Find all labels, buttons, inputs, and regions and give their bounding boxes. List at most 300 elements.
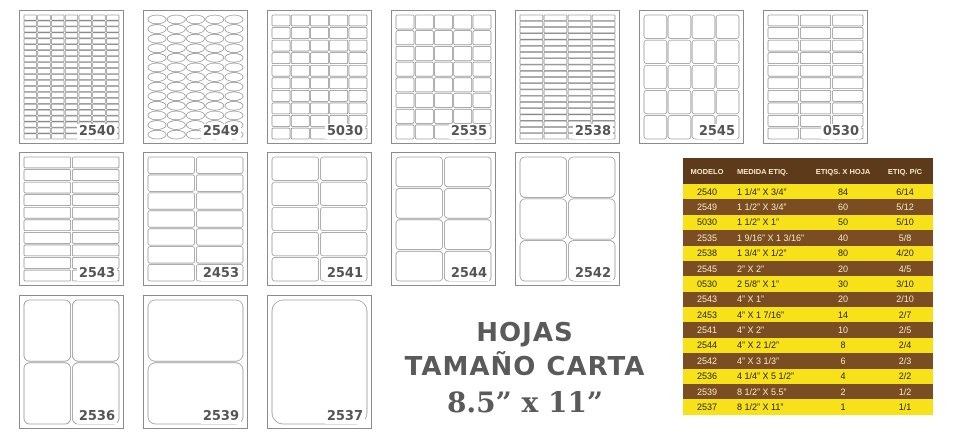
label-cell [321,182,368,206]
label-cell [544,40,567,45]
label-cell [568,46,591,51]
label-cell [167,101,185,110]
label-cell [330,53,348,64]
label-cell [520,241,567,281]
label-cell [692,90,715,114]
label-cell [93,74,106,79]
label-cell [544,115,567,120]
label-cell [544,109,567,114]
label-cell [38,86,51,91]
label-cell [291,103,309,114]
cell-modelo: 2538 [696,248,718,259]
label-cell [206,92,224,101]
cell-etiqs: 40 [837,232,848,243]
sheet-code: 0530 [822,124,859,139]
label-sheet-2542 [515,152,620,286]
cell-pc: 2/5 [898,325,912,336]
label-cell [106,57,119,62]
label-cell [520,84,543,89]
cell-pc: 3/10 [896,278,914,289]
label-cell [396,46,414,60]
label-cell [79,92,92,97]
label-cell [24,104,37,109]
label-cell [65,45,78,50]
label-cell [454,15,472,29]
table-row [683,369,933,384]
label-cell [93,116,106,121]
label-cell [65,86,78,91]
label-cell [415,94,433,108]
title-line-2: TAMAÑO CARTA [404,352,646,382]
label-cell [833,103,863,114]
label-cell [592,59,615,64]
label-cell [106,39,119,44]
label-cell [330,78,348,89]
label-cell [716,15,739,39]
label-cell [768,103,798,114]
label-cell [167,130,185,139]
label-cell [93,57,106,62]
label-cell [520,15,543,20]
label-cell [272,128,290,139]
label-cell [692,15,715,39]
label-cell [73,170,120,181]
label-cell [24,110,37,115]
label-cell [73,157,120,168]
label-cell [106,15,119,20]
label-cell [93,39,106,44]
label-cell [51,116,64,121]
label-cell [38,92,51,97]
label-cell [592,65,615,70]
label-cell [51,80,64,85]
label-cell [415,15,433,29]
label-cell [51,15,64,20]
label-cell [544,15,567,20]
label-cell [148,53,166,62]
label-cell [291,78,309,89]
table-row [683,353,933,368]
label-cell [79,21,92,26]
label-cell [330,65,348,76]
label-cell [79,57,92,62]
label-cell [716,65,739,89]
label-cell [148,130,166,139]
label-cell [291,28,309,39]
sheet-code: 2544 [450,266,487,281]
label-cell [833,40,863,51]
label-cell [434,62,452,76]
label-cell [520,121,543,126]
label-cell [544,127,567,132]
label-cell [186,101,204,110]
cell-pc: 5/12 [896,202,914,213]
label-cell [24,232,71,243]
label-cell [520,40,543,45]
label-cell [186,111,204,120]
label-cell [148,101,166,110]
label-cell [206,82,224,91]
label-cell [24,98,37,103]
table-row [683,399,933,414]
label-cell [186,63,204,72]
label-cell [38,57,51,62]
cell-etiqs: 1 [840,401,846,412]
cell-medida: 8 1/2” X 11” [737,401,784,412]
label-cell [592,15,615,20]
label-cell [93,92,106,97]
label-cell [544,34,567,39]
label-cell [51,128,64,133]
label-cell [167,25,185,34]
sheet-code: 2549 [202,124,239,139]
table-row [683,276,933,291]
label-cell [106,27,119,32]
label-cell [544,21,567,26]
label-cell [24,182,71,193]
label-cell [65,92,78,97]
label-cell [24,157,71,168]
label-cell [51,57,64,62]
label-cell [434,15,452,29]
label-cell [65,98,78,103]
label-cell [24,57,37,62]
label-cell [520,115,543,120]
cell-medida: 4” X 2” [737,325,765,336]
label-cell [520,199,567,239]
label-cell [197,157,244,173]
label-cell [38,98,51,103]
label-cell [51,27,64,32]
label-cell [38,116,51,121]
label-cell [186,25,204,34]
label-cell [396,109,414,123]
label-cell [434,109,452,123]
cell-medida: 4” X 1 7/16” [737,309,785,320]
label-cell [38,110,51,115]
cell-etiqs: 60 [837,202,848,213]
cell-pc: 2/2 [898,371,912,382]
label-cell [38,21,51,26]
table-row [683,292,933,307]
label-cell [445,220,492,250]
cell-medida: 1 9/16” X 1 3/16” [737,232,805,243]
label-cell [520,127,543,132]
label-cell [24,21,37,26]
label-cell [51,74,64,79]
label-cell [197,229,244,245]
label-cell [167,63,185,72]
label-cell [272,182,319,206]
label-cell [106,110,119,115]
label-cell [592,21,615,26]
label-cell [396,157,443,187]
label-cell [93,110,106,115]
label-cell [544,71,567,76]
label-cell [272,53,290,64]
label-cell [349,90,367,101]
label-cell [668,40,691,64]
label-cell [768,128,798,139]
label-cell [768,115,798,126]
label-cell [520,34,543,39]
label-cell [454,46,472,60]
cell-modelo: 2535 [696,232,718,243]
label-cell [51,92,64,97]
label-cell [24,170,71,181]
label-cell [93,63,106,68]
label-cell [65,80,78,85]
label-cell [415,125,433,139]
label-cell [148,211,195,227]
label-cell [272,103,290,114]
label-cell [592,40,615,45]
label-cell [93,80,106,85]
label-cell [24,220,71,231]
label-cell [106,74,119,79]
sheet-code: 2539 [202,409,239,424]
label-cell [692,40,715,64]
label-cell [520,102,543,107]
cell-modelo: 2537 [696,401,718,412]
sheet-code: 2536 [78,409,115,424]
label-cell [148,82,166,91]
label-cell [473,109,491,123]
label-sheet-2535 [391,10,496,144]
label-cell [592,27,615,32]
cell-medida: 1 1/2” X 1” [737,217,780,228]
label-cell [544,102,567,107]
label-cell [330,90,348,101]
label-cell [24,245,71,256]
label-cell [415,109,433,123]
label-cell [79,74,92,79]
label-cell [668,90,691,114]
label-cell [93,68,106,73]
label-cell [568,109,591,114]
sheet-code: 5030 [326,124,363,139]
label-cell [51,45,64,50]
label-cell [24,92,37,97]
label-cell [24,134,37,139]
label-sheet-2541 [267,152,372,286]
label-cell [272,257,319,281]
header-etiqs-hoja: ETIQS. X HOJA [815,166,871,176]
cell-etiqs: 20 [837,294,848,305]
label-cell [520,21,543,26]
label-cell [272,157,319,181]
label-cell [434,94,452,108]
title-line-3: 8.5” x 11” [446,386,604,419]
label-cell [668,65,691,89]
label-cell [79,27,92,32]
label-cell [24,257,71,268]
label-cell [24,15,37,20]
label-cell [38,122,51,127]
label-cell [79,110,92,115]
label-cell [38,51,51,56]
cell-modelo: 2544 [696,340,718,351]
label-cell [73,220,120,231]
label-cell [445,188,492,218]
cell-pc: 5/8 [898,232,912,243]
label-cell [79,104,92,109]
label-cell [24,45,37,50]
label-cell [65,63,78,68]
cell-modelo: 2540 [696,186,718,197]
cell-modelo: 2542 [696,355,718,366]
label-cell [330,15,348,26]
label-cell [65,39,78,44]
header-modelo: MODELO [690,166,724,176]
label-cell [106,116,119,121]
label-cell [544,52,567,57]
label-cell [592,34,615,39]
label-cell [73,300,120,361]
label-cell [38,134,51,139]
label-cell [568,71,591,76]
label-cell [768,40,798,51]
label-cell [716,90,739,114]
cell-modelo: 5030 [696,217,718,228]
cell-medida: 4 1/4” X 5 1/2” [737,371,795,382]
table-row [683,261,933,276]
label-cell [592,90,615,95]
sheet-code: 2538 [574,124,611,139]
label-cell [291,65,309,76]
label-cell [65,15,78,20]
label-cell [473,94,491,108]
label-sheet-2536 [19,295,124,429]
label-cell [225,25,243,34]
label-cell [38,80,51,85]
label-cell [225,82,243,91]
label-sheet-0530 [763,10,868,144]
label-cell [520,90,543,95]
sheet-code: 2453 [202,266,239,281]
label-cell [310,103,328,114]
label-cell [197,211,244,227]
cell-modelo: 2543 [696,294,718,305]
label-cell [330,103,348,114]
label-cell [768,78,798,89]
label-cell [106,80,119,85]
label-cell [225,44,243,53]
label-sheet-2453 [143,152,248,286]
label-cell [186,15,204,24]
label-cell [800,40,830,51]
label-cell [415,31,433,45]
label-cell [544,65,567,70]
label-cell [38,128,51,133]
label-cell [692,65,715,89]
label-cell [568,15,591,20]
table-row [683,246,933,261]
label-cell [396,251,443,281]
label-cell [186,34,204,43]
label-cell [800,28,830,39]
label-cell [349,40,367,51]
cell-pc: 2/3 [898,355,912,366]
cell-medida: 8 1/2” X 5.5” [737,386,787,397]
label-cell [65,57,78,62]
label-cell [568,102,591,107]
label-cell [272,40,290,51]
label-sheet-2539 [143,295,248,429]
cell-pc: 5/10 [896,217,914,228]
label-cell [592,71,615,76]
label-cell [569,199,616,239]
label-cell [330,28,348,39]
label-cell [79,45,92,50]
label-cell [197,247,244,263]
label-sheet-2545 [639,10,744,144]
table-row [683,322,933,337]
label-cell [321,232,368,256]
label-cell [644,40,667,64]
label-cell [644,90,667,114]
label-cell [396,62,414,76]
label-cell [349,53,367,64]
label-cell [644,115,667,139]
label-cell [833,65,863,76]
label-cell [544,90,567,95]
title-line-1: HOJAS [476,318,574,348]
label-cell [520,46,543,51]
label-cell [668,15,691,39]
label-cell [24,195,71,206]
label-cell [321,157,368,181]
label-cell [106,51,119,56]
label-cell [768,28,798,39]
label-cell [445,157,492,187]
label-cell [644,15,667,39]
label-cell [24,116,37,121]
label-cell [38,39,51,44]
label-cell [51,86,64,91]
label-cell [106,104,119,109]
label-sheet-2538 [515,10,620,144]
label-cell [148,92,166,101]
label-cell [51,122,64,127]
label-cell [272,15,290,26]
label-cell [51,104,64,109]
sheet-code: 2537 [326,409,363,424]
label-cell [310,28,328,39]
label-cell [38,45,51,50]
cell-pc: 1/1 [898,401,912,412]
label-cell [349,103,367,114]
label-cell [473,15,491,29]
label-cell [520,71,543,76]
label-cell [167,92,185,101]
label-cell [51,33,64,38]
label-sheet-2549 [143,10,248,144]
label-cell [800,78,830,89]
cell-pc: 2/10 [896,294,914,305]
label-cell [148,34,166,43]
label-cell [291,15,309,26]
label-cell [291,128,309,139]
cell-medida: 4” X 1” [737,294,765,305]
sheet-code: 2545 [698,124,735,139]
label-cell [454,94,472,108]
header-etiq-pc: ETIQ. P/C [887,166,923,176]
label-cell [186,53,204,62]
label-cell [520,52,543,57]
label-cell [568,84,591,89]
label-cell [148,265,195,281]
